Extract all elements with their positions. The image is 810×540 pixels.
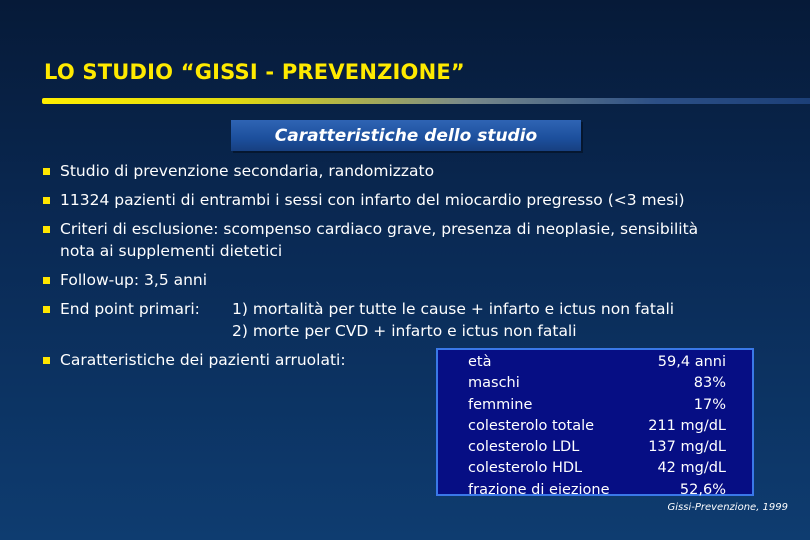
square-bullet-icon [43, 306, 50, 313]
source-citation: Gissi-Prevenzione, 1999 [667, 502, 788, 513]
bullet-text: Caratteristiche dei pazienti arruolati: [60, 351, 346, 369]
table-row [438, 458, 752, 479]
row-value: 42 mg/dL [657, 460, 726, 477]
bullet-text-continued: nota ai supplementi dietetici [60, 242, 283, 260]
end-points-values [232, 298, 674, 342]
bullet-text: Criteri di esclusione: scompenso cardiaco grave, presenza di neoplasie, sensibilità [60, 220, 699, 238]
square-bullet-icon [43, 357, 50, 364]
row-value: 83% [693, 375, 726, 392]
bullet-end-points [42, 298, 782, 342]
end-point-2: 2) morte per CVD + infarto e ictus non fatali [232, 322, 577, 340]
row-value: 17% [693, 396, 726, 413]
square-bullet-icon [43, 197, 50, 204]
bullet-text: Studio di prevenzione secondaria, randomizzato [60, 162, 435, 180]
row-label: maschi [468, 375, 520, 392]
table-row [438, 437, 752, 458]
row-label: frazione di eiezione [468, 481, 610, 498]
end-points-label: End point primari: [60, 300, 200, 318]
subtitle-banner [231, 120, 581, 151]
row-label: età [468, 354, 492, 370]
square-bullet-icon [43, 277, 50, 284]
bullet-list [42, 160, 782, 378]
title-underline [42, 98, 810, 104]
patient-characteristics-table [436, 348, 754, 496]
bullet-text: 11324 pazienti di entrambi i sessi con infarto del miocardio pregresso (<3 mesi) [60, 191, 685, 209]
row-label: colesterolo HDL [468, 460, 583, 477]
row-label: femmine [468, 396, 533, 413]
square-bullet-icon [43, 168, 50, 175]
row-value: 59,4 anni [657, 354, 726, 370]
bullet-patients [42, 189, 782, 211]
table-row [438, 480, 752, 501]
end-point-1: 1) mortalità per tutte le cause + infarto e ictus non fatali [232, 300, 675, 318]
table-row [438, 416, 752, 437]
bullet-follow-up [42, 269, 782, 291]
bullet-text: Follow-up: 3,5 anni [60, 271, 208, 289]
row-label: colesterolo LDL [468, 439, 580, 456]
slide-title: LO STUDIO “GISSI - PREVENZIONE” [44, 60, 465, 84]
table-row [438, 395, 752, 416]
bullet-study-type [42, 160, 782, 182]
table-row [438, 352, 752, 373]
end-points-group [60, 298, 782, 342]
row-label: colesterolo totale [468, 417, 595, 434]
subtitle-text: Caratteristiche dello studio [274, 125, 538, 146]
bullet-exclusion-criteria [42, 218, 782, 262]
row-value: 211 mg/dL [648, 417, 726, 434]
square-bullet-icon [43, 226, 50, 233]
row-value: 52,6% [679, 481, 726, 498]
table-row [438, 373, 752, 394]
row-value: 137 mg/dL [648, 439, 726, 456]
